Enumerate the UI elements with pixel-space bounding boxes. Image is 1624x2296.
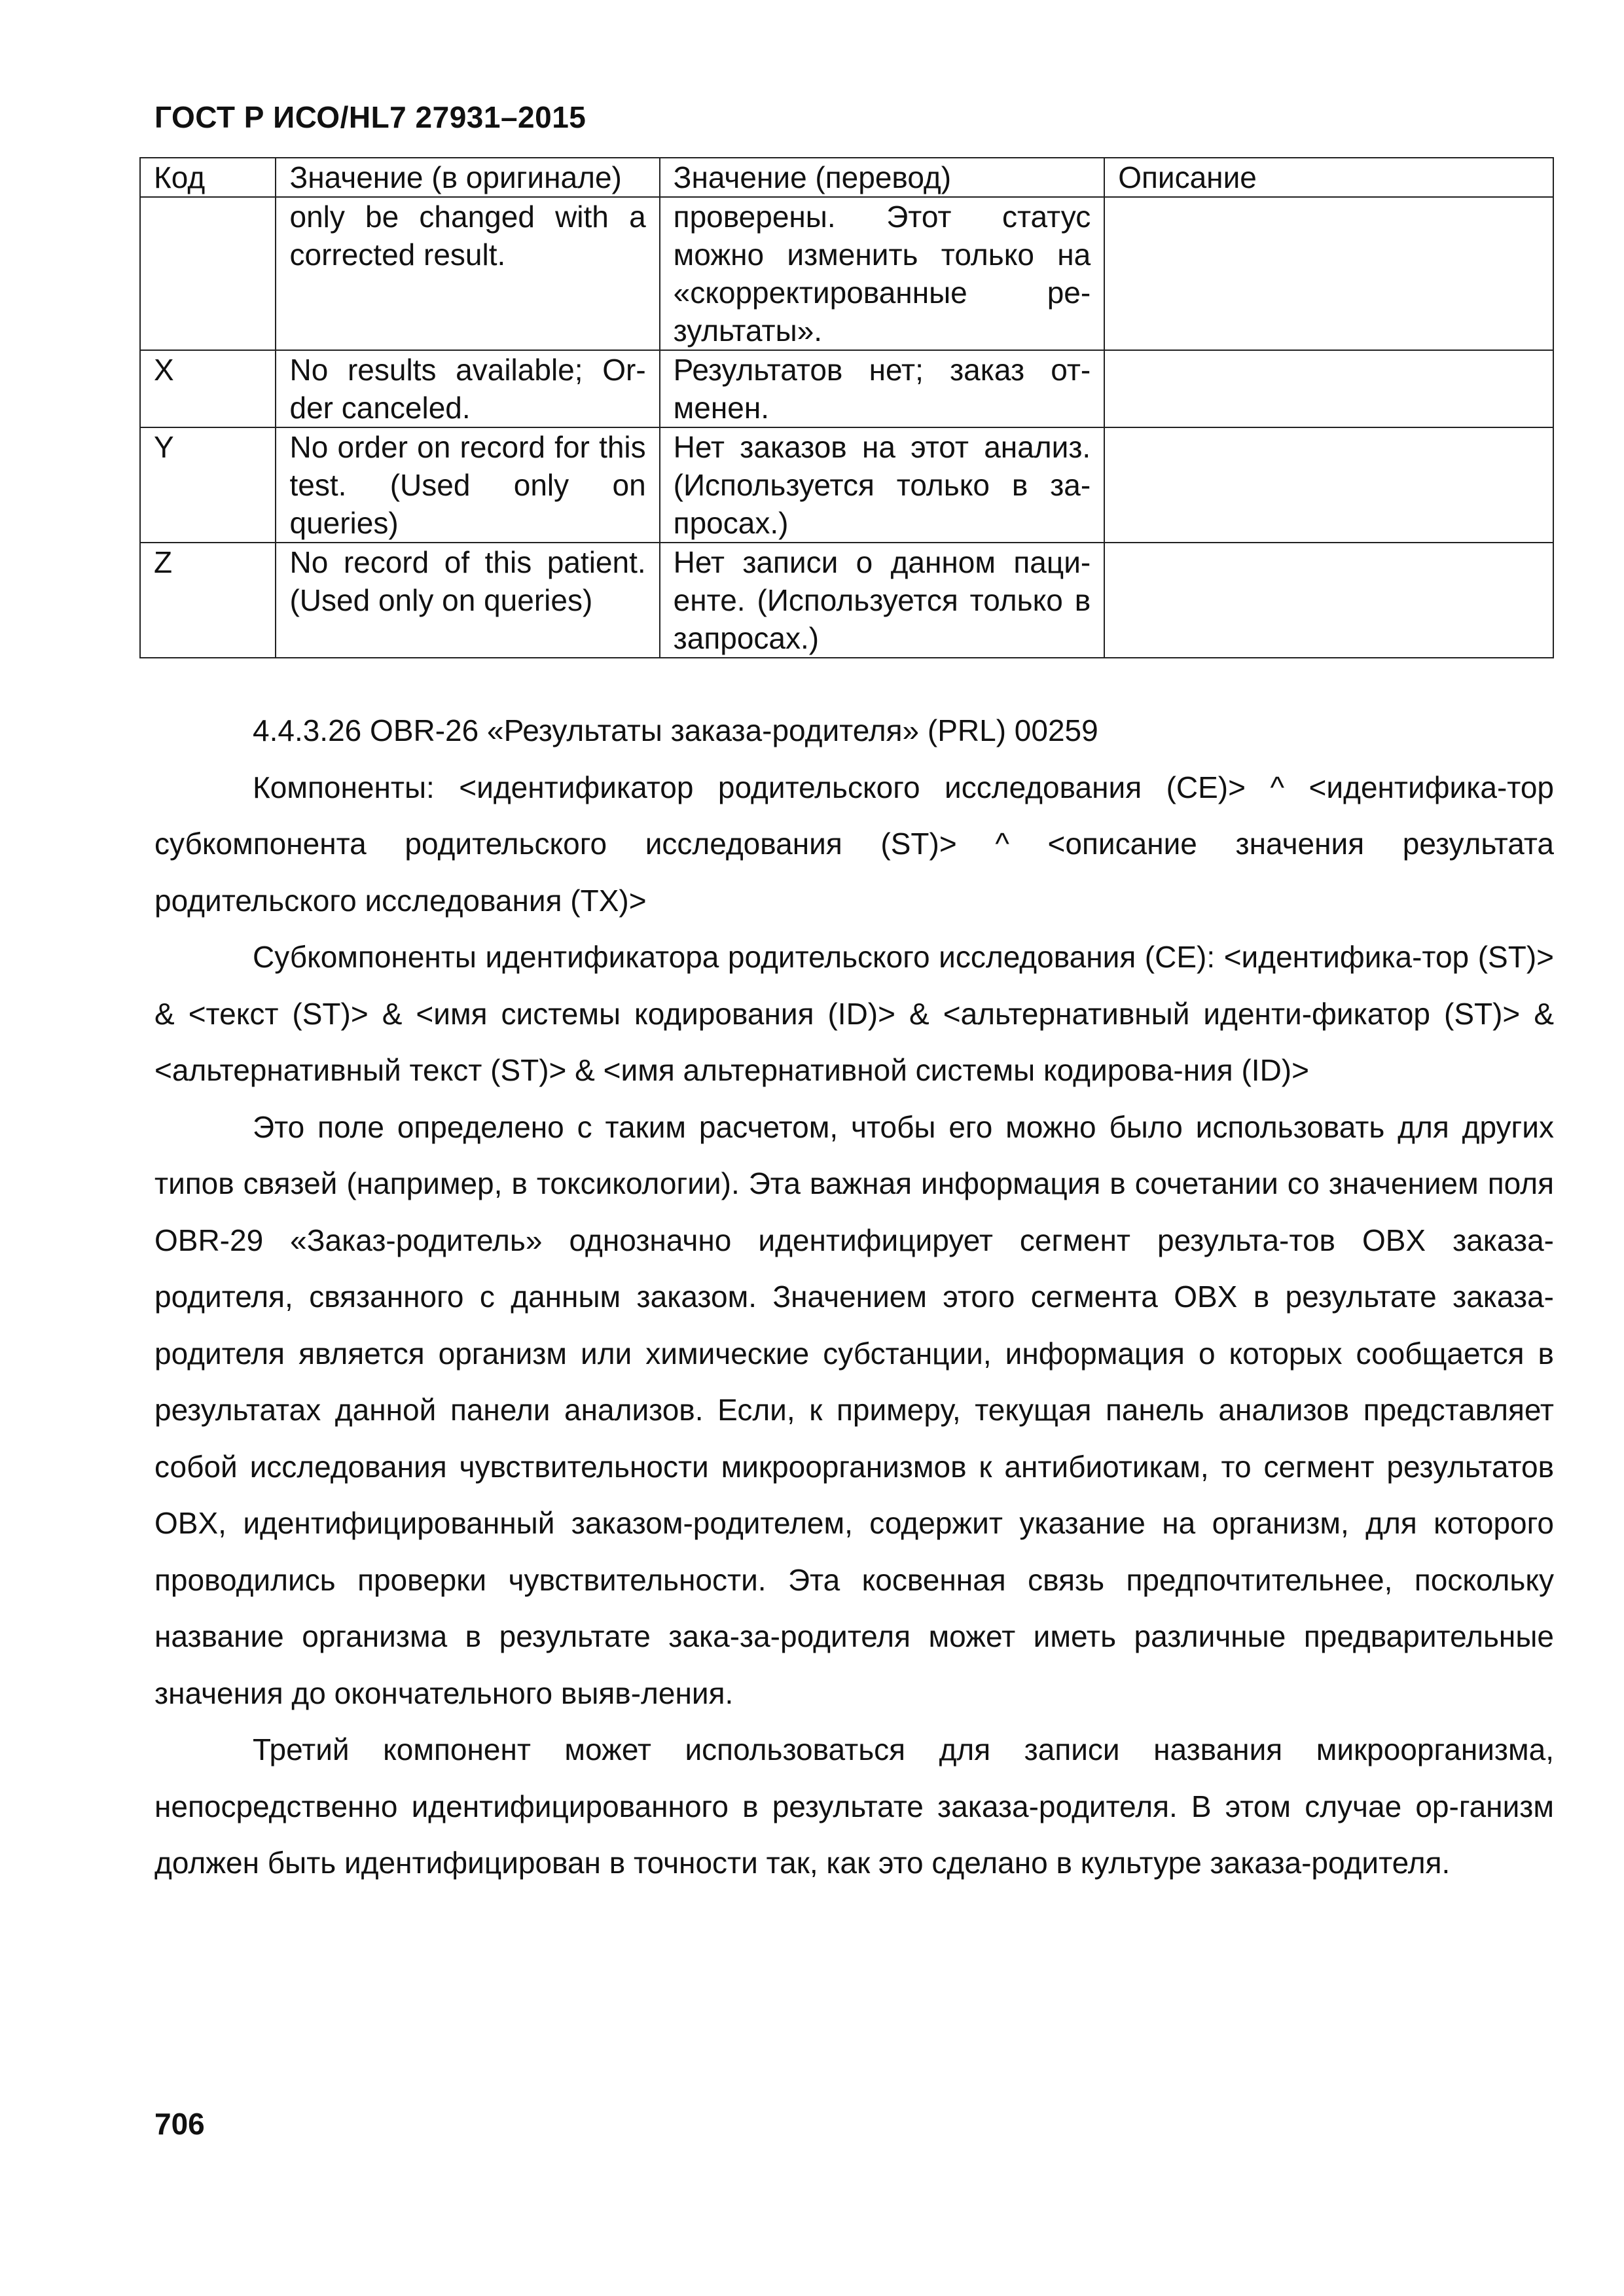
column-header-original: Значение (в оригинале) — [276, 158, 659, 197]
cell-description — [1104, 543, 1553, 658]
cell-description — [1104, 350, 1553, 427]
cell-code: X — [140, 350, 276, 427]
paragraph-third-component: Третий компонент может использоваться для записи названия микроорганизма, непосредственно идентифицированного в результате заказа-родителя. В этом случае ор-ганизм должен быть идентифицирован в точности так, как это сделано в культуре заказа-родителя. — [154, 1732, 1554, 1880]
cell-code: Z — [140, 543, 276, 658]
cell-original: No results available; Or-der canceled. — [276, 350, 659, 427]
table-row — [140, 543, 1553, 658]
cell-description — [1104, 197, 1553, 350]
paragraph-components: Компоненты: <идентификатор родительского исследования (CE)> ^ <идентифика-тор субкомпонента родительского исследования (ST)> ^ <описание значения результата родительского исследования (TX)> — [154, 770, 1554, 918]
cell-original: No record of this patient. (Used only on queries) — [276, 543, 659, 658]
document-body — [154, 702, 1554, 1892]
cell-translation: Результатов нет; заказ от-менен. — [660, 350, 1105, 427]
cell-translation: Нет заказов на этот анализ. (Используется только в за-просах.) — [660, 427, 1105, 543]
table-header-row — [140, 158, 1553, 197]
cell-translation: Нет записи о данном паци-енте. (Используется только в запросах.) — [660, 543, 1105, 658]
cell-code: Y — [140, 427, 276, 543]
paragraph-subcomponents: Субкомпоненты идентификатора родительского исследования (CE): <идентифика-тор (ST)> & <текст (ST)> & <имя системы кодирования (ID)> & <альтернативный иденти-фикатор (ST)> & <альтернативный текст (ST)> & <имя альтернативной системы кодирова-ния (ID)> — [154, 940, 1554, 1087]
table-row — [140, 427, 1553, 543]
paragraph-field-description: Это поле определено с таким расчетом, чтобы его можно было использовать для других типов связей (например, в токсикологии). Эта важная информация в сочетании со значением поля OBR-29 «Заказ-родитель» однозначно идентифицирует сегмент результа-тов OBX заказа-родителя, связанного с данным заказом. Значением этого сегмента OBX в результате заказа-родителя является организм или химические субстанции, информация о которых сообщается в результатах данной панели анализов. Если, к примеру, текущая панель анализов представляет собой исследования чувствительности микроорганизмов к антибиотикам, то сегмент результатов OBX, идентифицированный заказом-родителем, содержит указание на организм, для которого проводились проверки чувствительности. Эта косвенная связь предпочтительнее, поскольку название организма в результате зака-за-родителя может иметь различные предварительные значения до окончательного выяв-ления. — [154, 1109, 1554, 1710]
cell-original: only be changed with a corrected result. — [276, 197, 659, 350]
cell-description — [1104, 427, 1553, 543]
cell-translation: проверены. Этот статус можно изменить только на «скорректированные ре-зультаты». — [660, 197, 1105, 350]
section-heading: 4.4.3.26 OBR-26 «Результаты заказа-родителя» (PRL) 00259 — [253, 713, 1098, 747]
table-row — [140, 197, 1553, 350]
page-number: 706 — [154, 2107, 205, 2141]
table-row — [140, 350, 1553, 427]
cell-code — [140, 197, 276, 350]
column-header-code: Код — [140, 158, 276, 197]
document-header: ГОСТ Р ИСО/HL7 27931–2015 — [154, 100, 586, 134]
column-header-translation: Значение (перевод) — [660, 158, 1105, 197]
cell-original: No order on record for this test. (Used only on queries) — [276, 427, 659, 543]
column-header-description: Описание — [1104, 158, 1553, 197]
codes-table — [139, 157, 1554, 658]
